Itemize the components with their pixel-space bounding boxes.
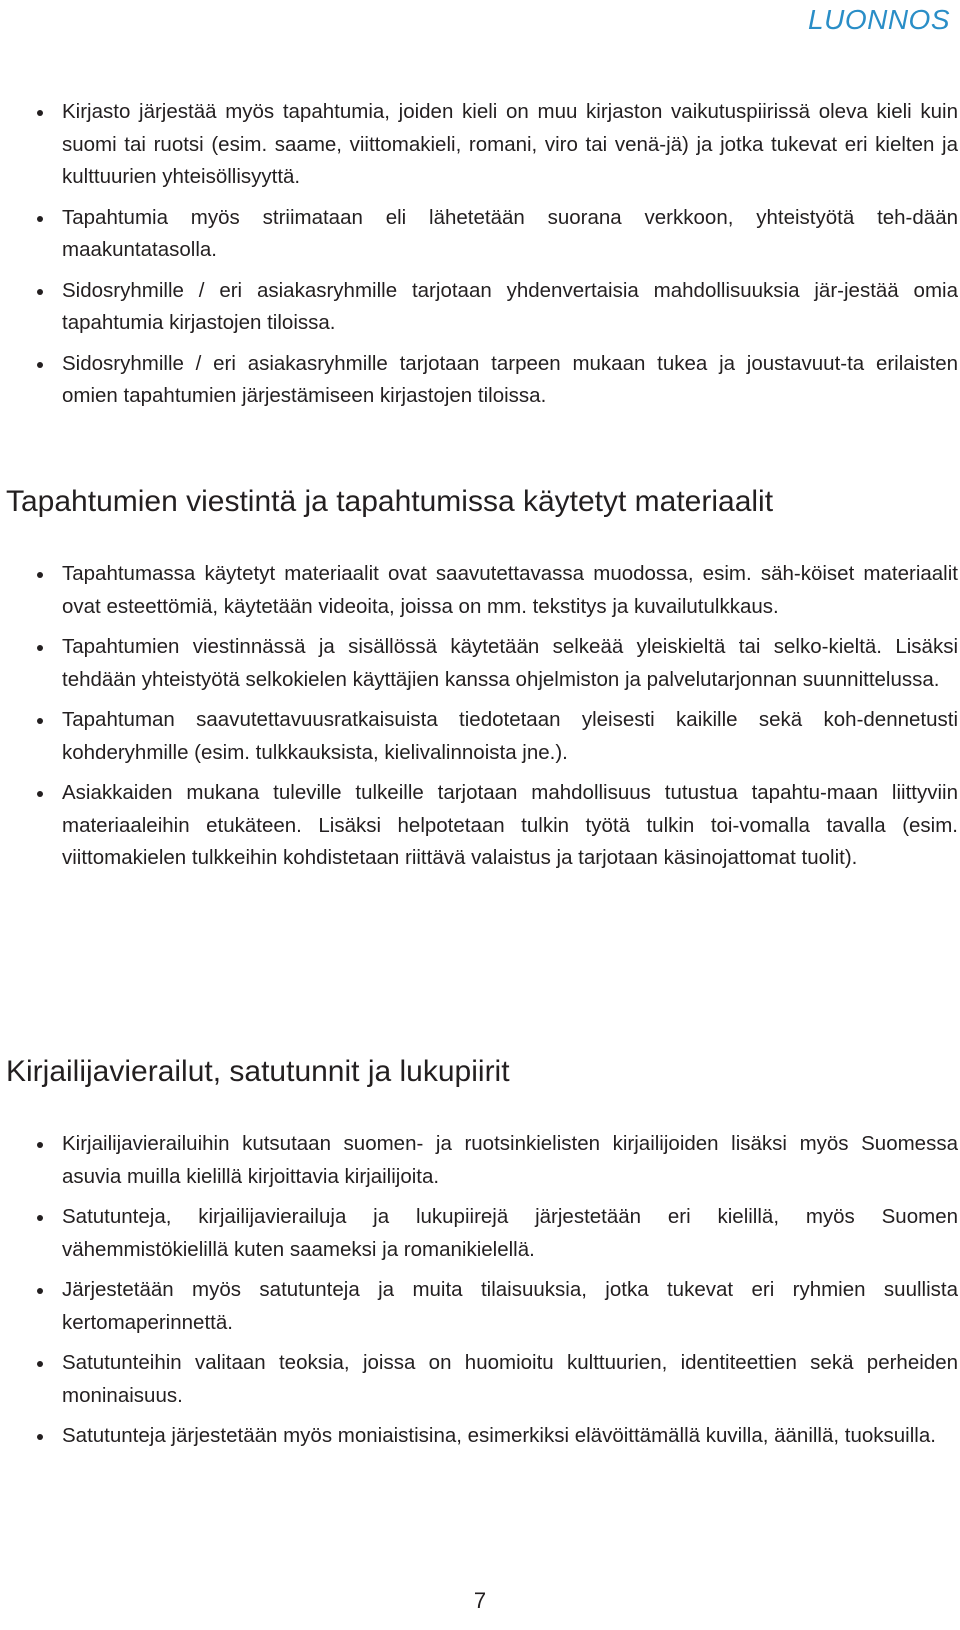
- section-heading-author-visits: Kirjailijavierailut, satutunnit ja lukupiirit: [6, 1055, 510, 1088]
- list-item-text: Asiakkaiden mukana tuleville tulkeille tarjotaan mahdollisuus tutustua tapahtu-maan liittyviin materiaaleihin etukäteen. Lisäksi helpotetaan tulkin työtä tulkin toi-vomalla tavalla (esim. viittomakielen tulkkeihin kohdistetaan riittävä valaistus ja tarjotaan käsinojattomat tuolit).: [62, 781, 958, 869]
- bullet-list-events: [0, 96, 958, 421]
- list-item: [0, 1420, 958, 1453]
- bullet-icon: [37, 1142, 43, 1148]
- draft-watermark-label: LUONNOS: [808, 4, 950, 35]
- bullet-icon: [37, 1215, 43, 1221]
- section-heading-communication: Tapahtumien viestintä ja tapahtumissa käytetyt materiaalit: [6, 485, 774, 518]
- bullet-list-author-visits: [0, 1128, 958, 1461]
- bullet-icon: [37, 362, 43, 368]
- bullet-list-communication: [0, 558, 958, 883]
- page-number: 7: [473, 1588, 487, 1613]
- list-item: [0, 631, 958, 696]
- list-item: [0, 275, 958, 340]
- list-item: [0, 348, 958, 413]
- bullet-icon: [37, 1361, 43, 1367]
- bullet-icon: [37, 572, 43, 578]
- bullet-icon: [37, 110, 43, 116]
- bullet-icon: [37, 1434, 43, 1440]
- list-item: [0, 704, 958, 769]
- list-item-text: Satutunteihin valitaan teoksia, joissa on huomioitu kulttuurien, identiteettien sekä perheiden moninaisuus.: [62, 1351, 958, 1407]
- list-item: [0, 558, 958, 623]
- list-item-text: Satutunteja järjestetään myös moniaistisina, esimerkiksi elävöittämällä kuvilla, äänillä, tuoksuilla.: [62, 1424, 936, 1447]
- list-item: [0, 1201, 958, 1266]
- list-item: [0, 1128, 958, 1193]
- list-item-text: Kirjasto järjestää myös tapahtumia, joiden kieli on muu kirjaston vaikutuspiirissä oleva kieli kuin suomi tai ruotsi (esim. saame, viittomakieli, romani, viro tai venä-jä) ja jotka tukevat eri kielten ja kulttuurien yhteisöllisyyttä.: [62, 100, 958, 188]
- bullet-icon: [37, 1288, 43, 1294]
- list-item-text: Kirjailijavierailuihin kutsutaan suomen- ja ruotsinkielisten kirjailijoiden lisäksi myös Suomessa asuvia muilla kielillä kirjoittavia kirjailijoita.: [62, 1132, 958, 1188]
- list-item-text: Tapahtumia myös striimataan eli lähetetään suorana verkkoon, yhteistyötä teh-dään maakuntatasolla.: [62, 205, 958, 261]
- list-item: [0, 202, 958, 267]
- list-item: [0, 777, 958, 875]
- list-item-text: Satutunteja, kirjailijavierailuja ja lukupiirejä järjestetään eri kielillä, myös Suomen vähemmistökielillä kuten saameksi ja romanikielellä.: [62, 1205, 958, 1261]
- list-item-text: Tapahtuman saavutettavuusratkaisuista tiedotetaan yleisesti kaikille sekä koh-dennetusti kohderyhmille (esim. tulkkauksista, kielivalinnoista jne.).: [62, 708, 958, 764]
- bullet-icon: [37, 645, 43, 651]
- bullet-icon: [37, 289, 43, 295]
- list-item-text: Tapahtumassa käytetyt materiaalit ovat saavutettavassa muodossa, esim. säh-köiset materiaalit ovat esteettömiä, käytetään videoita, joissa on mm. tekstitys ja kuvailutulkkaus.: [62, 562, 958, 618]
- bullet-icon: [37, 791, 43, 797]
- list-item-text: Järjestetään myös satutunteja ja muita tilaisuuksia, jotka tukevat eri ryhmien suullista kertomaperinnettä.: [62, 1278, 958, 1334]
- list-item-text: Sidosryhmille / eri asiakasryhmille tarjotaan yhdenvertaisia mahdollisuuksia jär-jestää omia tapahtumia kirjastojen tiloissa.: [62, 278, 958, 334]
- list-item-text: Sidosryhmille / eri asiakasryhmille tarjotaan tarpeen mukaan tukea ja joustavuut-ta erilaisten omien tapahtumien järjestämiseen kirjastojen tiloissa.: [62, 351, 958, 407]
- list-item: [0, 1347, 958, 1412]
- list-item-text: Tapahtumien viestinnässä ja sisällössä käytetään selkeää yleiskieltä tai selko-kieltä. Lisäksi tehdään yhteistyötä selkokielen käyttäjien kanssa ohjelmiston ja palvelutarjonnan suunnittelussa.: [62, 635, 958, 691]
- list-item: [0, 1274, 958, 1339]
- bullet-icon: [37, 718, 43, 724]
- list-item: [0, 96, 958, 194]
- bullet-icon: [37, 216, 43, 222]
